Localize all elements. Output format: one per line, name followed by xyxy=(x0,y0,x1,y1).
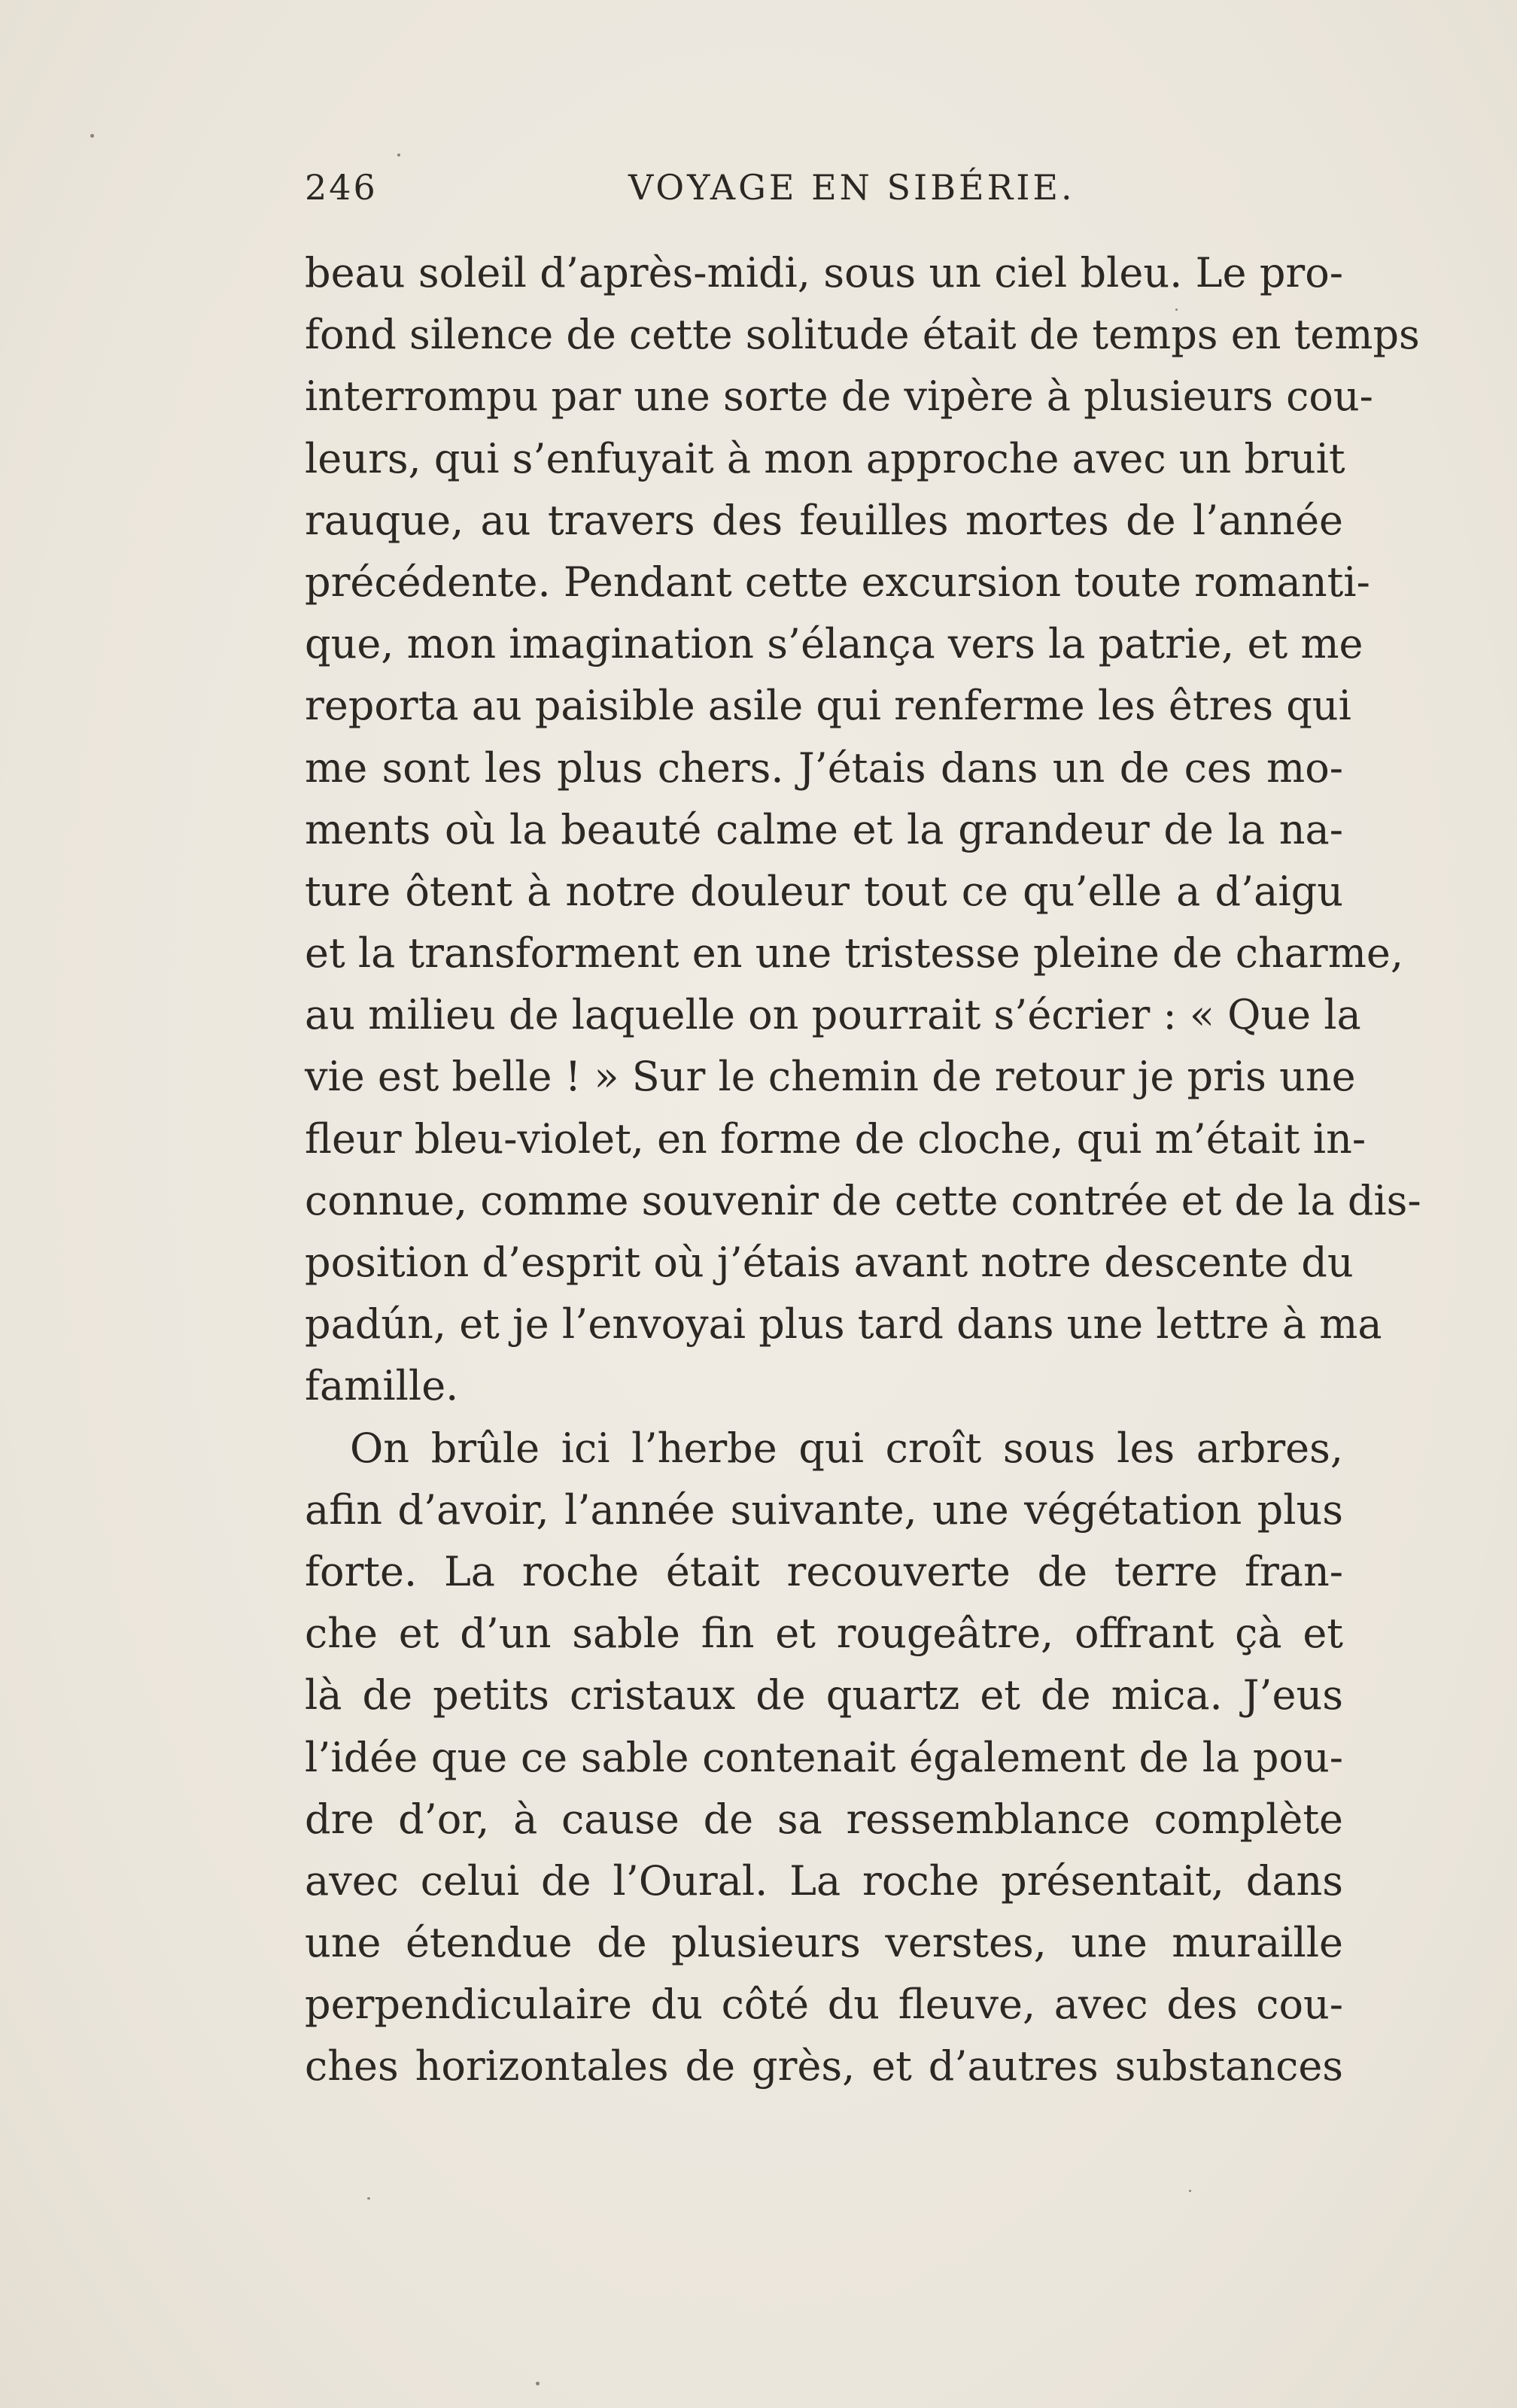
page-header xyxy=(305,167,1343,220)
page-number: 246 xyxy=(305,167,378,208)
paper-speck xyxy=(1175,309,1178,311)
paragraph-end-line: famille. xyxy=(305,1362,459,1410)
text-line: une étendue de plusieurs verstes, une muraille xyxy=(305,1919,1343,1967)
paper-speck xyxy=(367,2197,370,2200)
text-line: position d’esprit où j’étais avant notre descente du xyxy=(305,1239,1354,1286)
body-text xyxy=(305,242,1421,2098)
text-line: que, mon imagination s’élança vers la patrie, et me xyxy=(305,620,1363,668)
text-line: au milieu de laquelle on pourrait s’écrier : « Que la xyxy=(305,991,1361,1039)
text-line: me sont les plus chers. J’étais dans un de ces mo- xyxy=(305,743,1343,792)
text-line: fond silence de cette solitude était de temps en temps xyxy=(305,311,1420,359)
text-line: leurs, qui s’enfuyait à mon approche avec un bruit xyxy=(305,434,1345,482)
text-line: l’idée que ce sable contenait également de la pou- xyxy=(305,1733,1343,1781)
running-title: VOYAGE EN SIBÉRIE. xyxy=(628,167,1075,208)
paper-speck xyxy=(397,154,400,157)
text-line: interrompu par une sorte de vipère à plusieurs cou- xyxy=(305,372,1373,421)
text-line: reporta au paisible asile qui renferme les êtres qui xyxy=(305,682,1351,730)
paragraph-start-line: On brûle ici l’herbe qui croît sous les arbres, xyxy=(350,1424,1343,1472)
text-line: perpendiculaire du côté du fleuve, avec des cou- xyxy=(305,1981,1343,2029)
text-line: rauque, au travers des feuilles mortes de l’année xyxy=(305,496,1343,544)
text-line: forte. La roche était recouverte de terre fran- xyxy=(305,1547,1343,1595)
text-line: afin d’avoir, l’année suivante, une végétation plus xyxy=(305,1485,1343,1534)
text-line: padún, et je l’envoyai plus tard dans une lettre à ma xyxy=(305,1300,1382,1348)
text-line: ments où la beauté calme et la grandeur de la na- xyxy=(305,805,1343,853)
paper-speck xyxy=(536,2382,540,2385)
text-line: ches horizontales de grès, et d’autres substances xyxy=(305,2042,1343,2090)
text-line: che et d’un sable fin et rougeâtre, offrant çà et xyxy=(305,1610,1343,1658)
text-line: beau soleil d’après-midi, sous un ciel bleu. Le pro- xyxy=(305,249,1343,296)
text-line: vie est belle ! » Sur le chemin de retour je pris une xyxy=(305,1053,1356,1101)
paper-speck xyxy=(1189,2190,1191,2192)
text-line: connue, comme souvenir de cette contrée et de la dis- xyxy=(305,1176,1421,1224)
text-line: ture ôtent à notre douleur tout ce qu’elle a d’aigu xyxy=(305,867,1343,915)
text-line: fleur bleu-violet, en forme de cloche, qui m’était in- xyxy=(305,1114,1367,1163)
text-line: précédente. Pendant cette excursion toute romanti- xyxy=(305,558,1370,606)
text-line: et la transforment en une tristesse pleine de charme, xyxy=(305,929,1404,977)
text-line: là de petits cristaux de quartz et de mica. J’eus xyxy=(305,1671,1343,1719)
text-line: avec celui de l’Oural. La roche présentait, dans xyxy=(305,1856,1343,1905)
paper-speck xyxy=(90,134,94,138)
text-line: dre d’or, à cause de sa ressemblance complète xyxy=(305,1795,1343,1843)
